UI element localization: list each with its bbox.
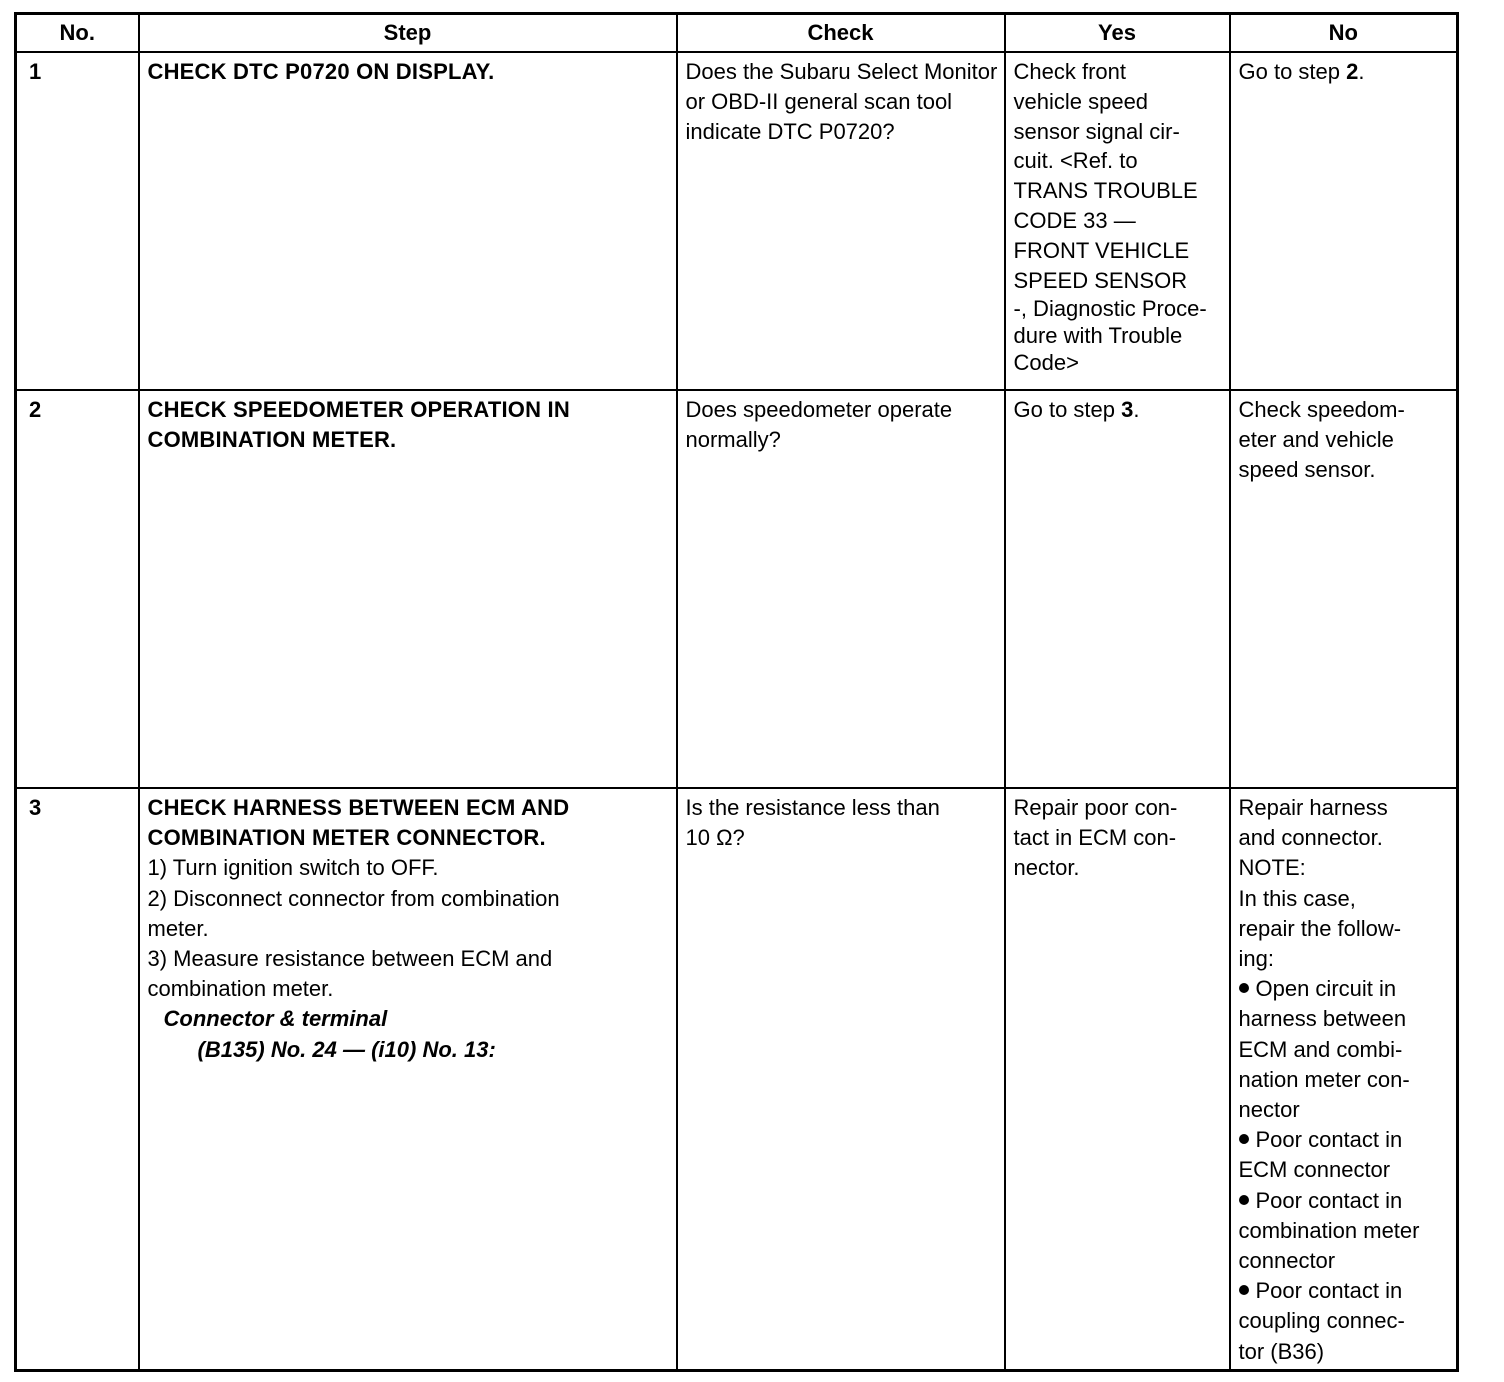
yes-cell: [1005, 52, 1230, 390]
bullet-line: ECM and combi-: [1238, 1036, 1403, 1062]
no-line: repair the follow-: [1238, 915, 1402, 941]
bullet-item: [1239, 974, 1451, 1125]
step-instruction: 2) Disconnect connector from combination: [147, 885, 560, 911]
yes-line: FRONT VEHICLE: [1013, 237, 1190, 263]
row-number-cell: [16, 788, 139, 1370]
bullet-line: Poor contact in: [1255, 1127, 1403, 1153]
header-no: No.: [16, 14, 139, 53]
check-cell: [677, 52, 1005, 390]
check-cell: [677, 788, 1005, 1370]
go-to-step-text: Go to step: [1013, 397, 1122, 422]
no-line: Check speedom-: [1238, 397, 1405, 422]
check-cell: [677, 390, 1005, 788]
step-instruction: meter.: [147, 915, 209, 941]
row-number-cell: [16, 52, 139, 390]
bullet-line: Poor contact in: [1255, 1187, 1403, 1213]
step-instruction: 3) Measure resistance between ECM and: [147, 946, 553, 972]
step-reference: 3: [1121, 397, 1134, 422]
row-number-cell: [16, 390, 139, 788]
step-cell: [139, 788, 677, 1370]
bullet-line: ECM connector: [1238, 1157, 1391, 1183]
no-line: eter and vehicle: [1238, 427, 1394, 453]
yes-line: SPEED SENSOR: [1013, 267, 1188, 293]
step-title-line: COMBINATION METER.: [147, 427, 397, 453]
row-number: 3: [29, 795, 42, 820]
step-cell: [139, 390, 677, 788]
check-text: Does speedometer operate normally?: [685, 397, 953, 453]
yes-line: cuit. <Ref. to: [1013, 148, 1138, 174]
step-title: CHECK DTC P0720 ON DISPLAY.: [147, 59, 495, 84]
bullet-line: nector: [1238, 1097, 1300, 1123]
no-result-cell: [1230, 52, 1458, 390]
no-line: speed sensor.: [1238, 457, 1376, 483]
connector-terminal-value: (B135) No. 24 — (i10) No. 13:: [197, 1036, 496, 1062]
header-no-result: No: [1230, 14, 1458, 53]
yes-line: vehicle speed: [1013, 88, 1149, 114]
header-check: Check: [677, 14, 1005, 53]
bullet-icon: [1239, 983, 1249, 993]
no-result-cell: [1230, 390, 1458, 788]
table-row: [16, 52, 1458, 390]
no-line: Repair harness: [1238, 795, 1388, 820]
header-row: [16, 14, 1458, 53]
step-instruction: combination meter.: [147, 976, 334, 1002]
note-label: NOTE:: [1238, 855, 1306, 881]
step-reference: 2: [1346, 59, 1359, 84]
header-yes: Yes: [1005, 14, 1230, 53]
yes-line: dure with Trouble: [1013, 323, 1183, 349]
connector-terminal-label: Connector & terminal: [163, 1006, 388, 1032]
bullet-item: [1239, 1276, 1451, 1367]
no-line: In this case,: [1238, 885, 1356, 911]
bullet-line: nation meter con-: [1238, 1066, 1410, 1092]
bullet-item: [1239, 1125, 1451, 1185]
no-result-cell: [1230, 788, 1458, 1370]
table-row: [16, 390, 1458, 788]
diagnostic-table: [14, 12, 1459, 1372]
step-cell: [139, 52, 677, 390]
yes-line: nector.: [1013, 855, 1080, 881]
bullet-line: coupling connec-: [1238, 1308, 1405, 1334]
bullet-line: tor (B36): [1238, 1338, 1325, 1364]
row-number: 1: [29, 59, 42, 84]
yes-cell: [1005, 788, 1230, 1370]
step-title-line: COMBINATION METER CONNECTOR.: [147, 825, 546, 851]
bullet-icon: [1239, 1195, 1249, 1205]
period: .: [1358, 59, 1365, 84]
bullet-line: combination meter: [1238, 1217, 1420, 1243]
bullet-icon: [1239, 1134, 1249, 1144]
step-instruction: 1) Turn ignition switch to OFF.: [147, 855, 439, 881]
no-line: ing:: [1238, 946, 1274, 972]
check-text: Does the Subaru Select Monitor or OBD-II general scan tool indicate DTC P0720?: [685, 59, 998, 145]
bullet-line: Poor contact in: [1255, 1278, 1403, 1304]
step-title-line: CHECK HARNESS BETWEEN ECM AND: [147, 795, 570, 820]
table-row: [16, 788, 1458, 1370]
yes-line: sensor signal cir-: [1013, 118, 1180, 144]
yes-line: TRANS TROUBLE: [1013, 178, 1198, 204]
check-line: Is the resistance less than: [685, 795, 940, 820]
yes-line: Code>: [1013, 350, 1079, 376]
yes-line: CODE 33 —: [1013, 207, 1136, 233]
header-step: Step: [139, 14, 677, 53]
check-line: 10 Ω?: [685, 825, 745, 851]
yes-line: Check front: [1013, 59, 1126, 84]
bullet-icon: [1239, 1285, 1249, 1295]
yes-cell: [1005, 390, 1230, 788]
yes-line: Repair poor con-: [1013, 795, 1178, 820]
bullet-line: Open circuit in: [1255, 976, 1397, 1002]
no-line: and connector.: [1238, 825, 1383, 851]
period: .: [1133, 397, 1140, 422]
bullet-line: harness between: [1238, 1006, 1407, 1032]
yes-line: -, Diagnostic Proce-: [1013, 296, 1207, 322]
bullet-item: [1239, 1186, 1451, 1277]
go-to-step-text: Go to step: [1238, 59, 1347, 84]
step-title-line: CHECK SPEEDOMETER OPERATION IN: [147, 397, 570, 422]
row-number: 2: [29, 397, 42, 422]
yes-line: tact in ECM con-: [1013, 825, 1177, 851]
bullet-line: connector: [1238, 1248, 1336, 1274]
